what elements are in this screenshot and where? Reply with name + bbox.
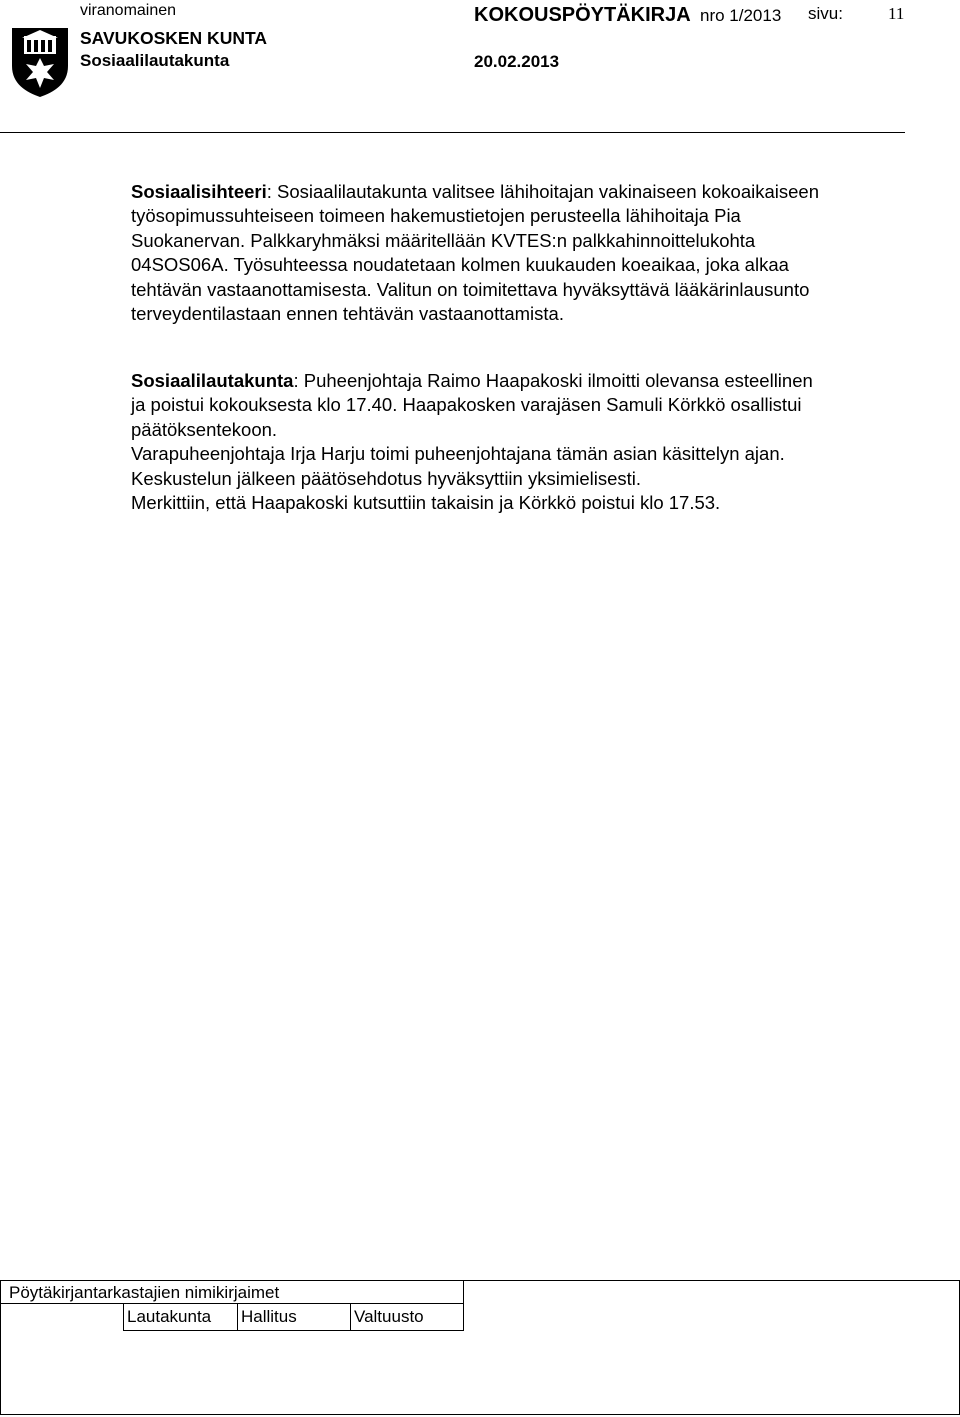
- paragraph-line: : Puheenjohtaja Raimo Haapakoski ilmoitti olevansa esteellinen: [293, 370, 813, 391]
- paragraph-line: terveydentilastaan ennen tehtävän vastaanottamista.: [131, 303, 564, 325]
- section-board: [131, 369, 921, 515]
- section-secretary: [131, 180, 921, 326]
- paragraph-line: ja poistui kokouksesta klo 17.40. Haapakosken varajäsen Samuli Körkkö osallistui: [131, 394, 802, 416]
- paragraph-line: : Sosiaalilautakunta valitsee lähihoitajan vakinaiseen kokoaikaiseen: [266, 181, 820, 202]
- document-number: nro 1/2013: [700, 6, 782, 25]
- paragraph-line: tehtävän vastaanottamisesta. Valitun on toimitettava hyväksyttävä lääkärinlausunto: [131, 278, 810, 300]
- meeting-date: 20.02.2013: [474, 52, 560, 71]
- page-number: 11: [888, 4, 905, 23]
- paragraph-line: Varapuheenjohtaja Irja Harju toimi puheenjohtajana tämän asian käsittelyn ajan.: [131, 443, 785, 465]
- paragraph-line: Merkittiin, että Haapakoski kutsuttiin takaisin ja Körkkö poistui klo 17.53.: [131, 492, 721, 514]
- column-divider: [237, 1303, 238, 1331]
- page-label: sivu:: [808, 4, 843, 23]
- speaker-label: Sosiaalilautakunta: [131, 370, 294, 391]
- signature-column-council: Valtuusto: [350, 1303, 463, 1331]
- paragraph-line: 04SOS06A. Työsuhteessa noudatetaan kolmen kuukauden koeaikaa, joka alkaa: [131, 254, 789, 276]
- column-divider: [463, 1281, 464, 1331]
- signature-column-board: Lautakunta: [123, 1303, 237, 1331]
- signature-table-title: Pöytäkirjantarkastajien nimikirjaimet: [9, 1283, 280, 1302]
- paragraph-line: päätöksentekoon.: [131, 418, 278, 440]
- signature-table: [0, 1280, 960, 1415]
- board-name: Sosiaalilautakunta: [80, 51, 230, 70]
- coat-of-arms-icon: [10, 26, 70, 98]
- signature-column-government: Hallitus: [237, 1303, 350, 1331]
- municipality-name: SAVUKOSKEN KUNTA: [80, 28, 267, 48]
- speaker-label: Sosiaalisihteeri: [131, 181, 267, 202]
- column-divider: [123, 1303, 124, 1331]
- doc-type-label: viranomainen: [80, 2, 177, 19]
- paragraph-line: työsopimussuhteiseen toimeen hakemustietojen perusteella lähihoitaja Pia: [131, 205, 741, 227]
- header-divider: [0, 132, 905, 133]
- column-divider: [350, 1303, 351, 1331]
- paragraph-line: Suokanervan. Palkkaryhmäksi määritellään KVTES:n palkkahinnoittelukohta: [131, 229, 756, 251]
- document-title: KOKOUSPÖYTÄKIRJA: [474, 4, 691, 26]
- paragraph-line: Keskustelun jälkeen päätösehdotus hyväksyttiin yksimielisesti.: [131, 467, 642, 489]
